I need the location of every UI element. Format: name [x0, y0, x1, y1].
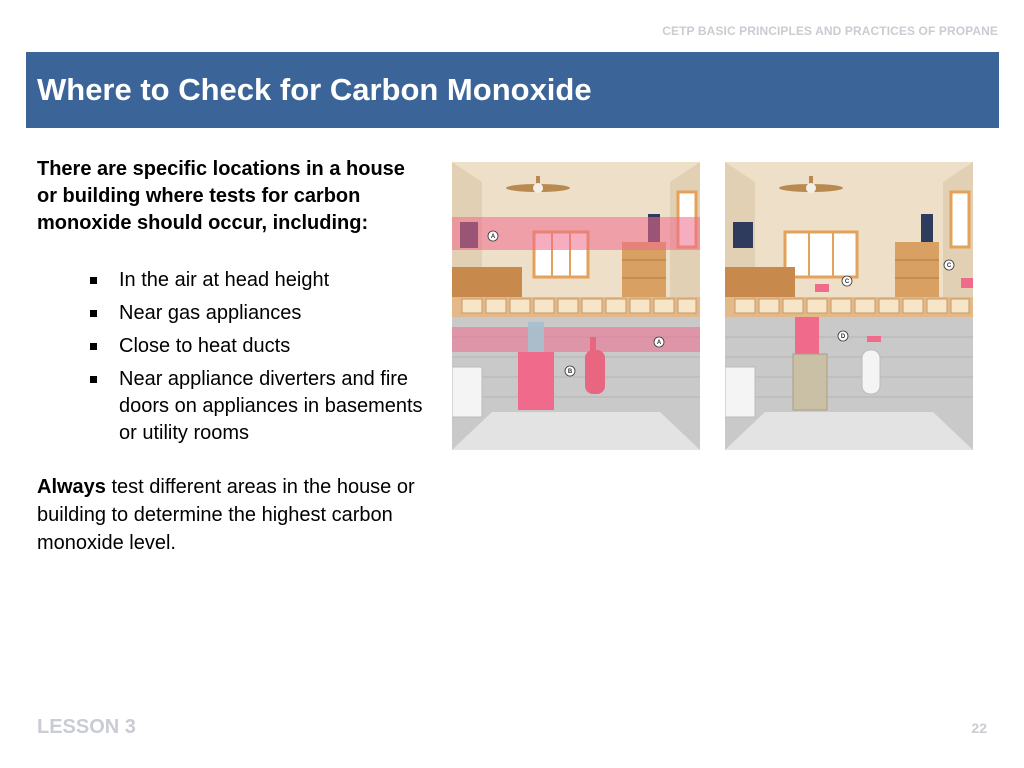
house-cutaway-illustration-b — [725, 162, 973, 450]
intro-text: There are specific locations in a house or building where tests for carbon monoxide should occur, including: — [37, 158, 405, 234]
bullet-text: Near appliance diverters and fire doors on appliances in basements or utility rooms — [119, 368, 423, 444]
bullet-text: Near gas appliances — [119, 302, 302, 324]
zone-marker-label: B — [567, 369, 573, 375]
course-header: CETP BASIC PRINCIPLES AND PRACTICES OF PROPANE — [662, 24, 998, 38]
bullet-item — [90, 366, 427, 447]
square-bullet-icon — [90, 343, 97, 350]
zone-marker-label: A — [656, 340, 662, 346]
bullet-item — [90, 267, 427, 294]
closing-body: test different areas in the house or building to determine the highest carbon monoxide level. — [37, 476, 415, 554]
square-bullet-icon — [90, 310, 97, 317]
bullet-item — [90, 333, 427, 360]
slide-content — [37, 156, 427, 557]
slide-title: Where to Check for Carbon Monoxide — [37, 72, 592, 107]
title-bar — [26, 52, 999, 128]
zone-marker-label: A — [490, 234, 496, 240]
house-cutaway-illustration-a — [452, 162, 700, 450]
bullet-text: In the air at head height — [119, 269, 330, 291]
lesson-label: LESSON 3 — [37, 716, 136, 738]
bullet-text: Close to heat ducts — [119, 335, 291, 357]
bullet-list — [37, 267, 427, 447]
closing-text — [37, 473, 427, 557]
zone-marker-label: C — [946, 263, 952, 269]
square-bullet-icon — [90, 376, 97, 383]
closing-emphasis: Always — [37, 476, 106, 498]
bullet-item — [90, 300, 427, 327]
zone-marker-label: C — [844, 279, 850, 285]
zone-marker-label: D — [840, 334, 846, 340]
page-number: 22 — [971, 720, 987, 736]
square-bullet-icon — [90, 277, 97, 284]
